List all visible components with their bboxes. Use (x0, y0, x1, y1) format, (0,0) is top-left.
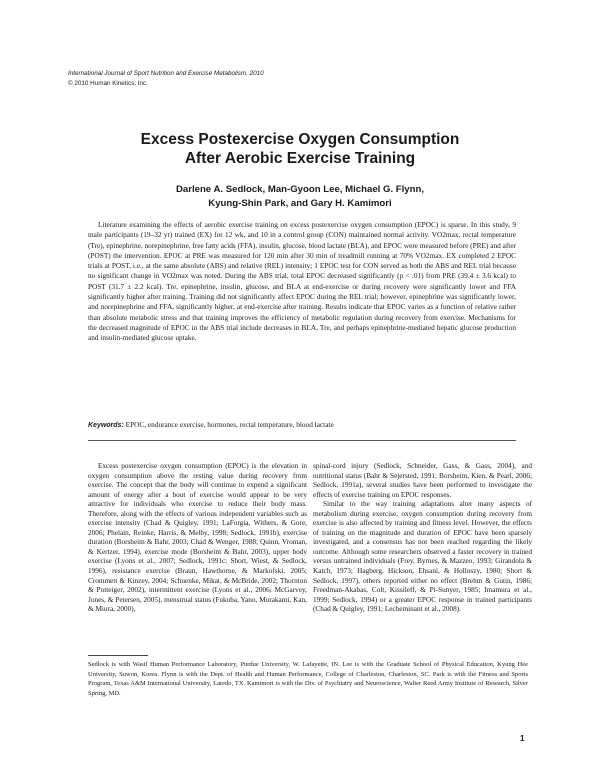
journal-header (68, 69, 528, 88)
title-line-1: Excess Postexercise Oxygen Consumption (140, 131, 460, 148)
body-paragraph: Excess postexercise oxygen consumption (EPOC) is the elevation in oxygen consumption above the resting value during recovery from exercise. The concept that the body will continue to expend a significant amount of energy after a bout of exercise would appear to be very attractive for individuals who exercise to reduce their body mass. Therefore, along with the effects of various independent variables such as exercise intensity (Chad & Quigley, 1991; LaForgia, Withers, & Gore, 2006; Phelain, Reinke, Harris, & Melby, 1998; Sedlock, 1991b), exercise duration (Borsheim & Bahr, 2003; Chad & Wenger, 1988; Quinn, Vroman, & Kertzer, 1994), exercise mode (Borsheim & Bahr, 2003), upper body exercise (Lyons et al., 2007; Sedlock, 1991c; Short, Wiest, & Sedlock, 1996), resistance exercise (Braun, Hawthorne, & Markofski, 2005; Crommett & Kinzey, 2004; Schuenke, Mikat, & McBride, 2002; Thornton & Potteiger, 2002), intermittent exercise (Lyons et al., 2006; McGarvey, Jones, & Petersen, 2005), menstrual status (Fukuba, Yano, Murakami, Kan, & Miura, 2000), (88, 462, 307, 614)
body-column-left (88, 462, 307, 615)
abstract (88, 220, 516, 344)
title-line-2: After Aerobic Exercise Training (184, 150, 416, 167)
author-list (60, 183, 540, 210)
journal-name: International Journal of Sport Nutrition and Exercise Metabolism, 2010 (68, 70, 264, 77)
keywords-text: EPOC, endurance exercise, hormones, rectal temperature, blood lactate (125, 420, 334, 429)
page-number: 1 (520, 734, 525, 743)
body-column-right (313, 462, 532, 615)
article-title (60, 130, 540, 168)
abstract-text: Literature examining the effects of aerobic exercise training on excess postexercise oxygen consumption (EPOC) is sparse. In this study, 9 male participants (19–32 yr) trained (EX) for 12 wk, and 10 in a control group (CON) maintained normal activity. VO2max, rectal temperature (Tre), epinephrine, norepinephrine, free fatty acids (FFA), insulin, glucose, blood lactate (BLA), and EPOC were measured before (PRE) and after (POST) the intervention. EPOC at PRE was measured for 120 min after 30 min of treadmill running at 70% VO2max. EX completed 2 EPOC trials at POST, i.e., at the same absolute (ABS) and relative (REL) intensity; 1 EPOC test for CON served as both the ABS and REL trial because no significant change in VO2max was noted. During the ABS trial, total EPOC decreased significantly (p < .01) from PRE (39.4 ± 3.6 kcal) to POST (31.7 ± 2.2 kcal). Tre, epinephrine, insulin, glucose, and BLA at end-exercise or during recovery were significantly lower and FFA significantly higher after training. Training did not significantly affect EPOC during the REL trial; however, epinephrine was significantly lower, and norepinephrine and FFA, significantly higher, at end-exercise after training. Results indicate that EPOC varies as a function of relative rather than absolute metabolic stress and that training improves the efficiency of metabolic regulation during recovery from exercise. Mechanisms for the decreased magnitude of EPOC in the ABS trial include decreases in BLA, Tre, and perhaps epinephrine-mediated hepatic glucose production and insulin-mediated glucose uptake. (88, 220, 516, 343)
authors-line-1: Darlene A. Sedlock, Man-Gyoon Lee, Michael G. Flynn, (175, 184, 425, 195)
body-paragraph: spinal-cord injury (Sedlock, Schneider, Gass, & Gass, 2004), and nutritional status (Bahr & Sejersted, 1991; Borsheim, Kien, & Pearl, 2006; Sedlock, 1991a), several studies have been performed to investigate the effects of exercise training on EPOC responses. (313, 462, 532, 499)
authors-line-2: Kyung-Shin Park, and Gary H. Kamimori (208, 197, 392, 209)
footnote-divider (88, 655, 148, 656)
keywords (88, 420, 516, 431)
abstract-divider (88, 440, 516, 441)
keywords-label: Keywords: (88, 422, 124, 429)
affiliation-footnote: Sedlock is with Wastl Human Performance Laboratory, Purdue University, W. Lafayette, IN. Lee is with the Graduate School of Physical Education, Kyung Hee University, Suwon, Korea. Flynn is with the Dept. of Health and Human Performance, College of Charleston, Charleston, SC. Park is with the Fitness and Sports Program, Texas A&M International University, Laredo, TX. Kamimori is with the Div. of Psychiatry and Neuroscience, Walter Reed Army Institute of Research, Silver Spring, MD. (88, 661, 528, 697)
journal-copyright: © 2010 Human Kinetics, Inc. (68, 79, 148, 87)
body-paragraph: Similar to the way training adaptations alter many aspects of metabolism during exercise, oxygen consumption during recovery from exercise is also affected by training and fitness level. However, the effects of training on the magnitude and duration of EPOC have been sparsely investigated, and a consensus has not been reached regarding the likely outcome. Although some researchers observed a faster recovery in trained versus untrained individuals (Frey, Byrnes, & Mazzeo, 1993; Girandola & Katch, 1973; Hagberg, Hickson, Ehsani, & Holloszy, 1980; Short & Sedlock, 1997), others reported either no effect (Brehm & Gutin, 1986; Freedman-Akabas, Colt, Kissileff, & Pi-Sunyer, 1985; Imamura et al., 1999; Sedlock, 1994) or a greater EPOC response in trained participants (Chad & Quigley, 1991; Lecheminant et al., 2008). (313, 500, 532, 614)
